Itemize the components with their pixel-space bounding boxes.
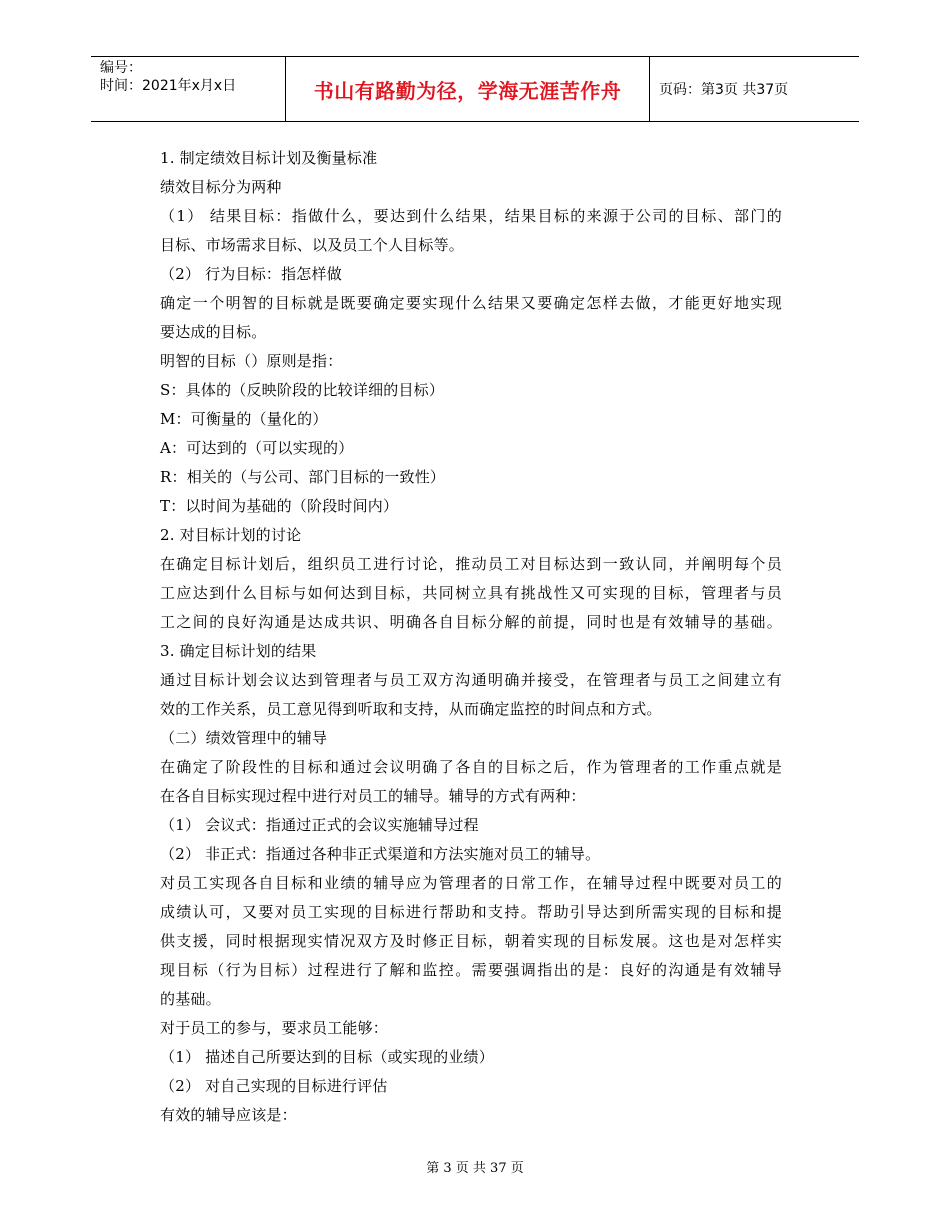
body-line: 工应达到什么目标与如何达到目标，共同树立具有挑战性又可实现的目标，管理者与员 xyxy=(160,584,782,602)
body-line: （二）绩效管理中的辅导 xyxy=(160,729,328,747)
body-line: 对员工实现各自目标和业绩的辅导应为管理者的日常工作，在辅导过程中既要对员工的 xyxy=(160,874,782,892)
body-line: 绩效目标分为两种 xyxy=(160,178,282,196)
body-line: 通过目标计划会议达到管理者与员工双方沟通明确并接受，在管理者与员工之间建立有 xyxy=(160,671,782,689)
body-line: A：可达到的（可以实现的） xyxy=(160,439,354,457)
document-time-label: 时间：2021年x月x日 xyxy=(100,78,237,94)
header-page-cell xyxy=(650,57,859,121)
document-body xyxy=(160,144,782,1130)
body-line: 3. 确定目标计划的结果 xyxy=(160,642,317,660)
body-line: 2. 对目标计划的讨论 xyxy=(160,526,302,544)
body-line: （1） 结果目标：指做什么，要达到什么结果，结果目标的来源于公司的目标、部门的 xyxy=(160,207,782,225)
body-line: M：可衡量的（量化的） xyxy=(160,410,328,428)
body-line: 明智的目标（）原则是指： xyxy=(160,352,343,370)
body-line: R：相关的（与公司、部门目标的一致性） xyxy=(160,468,446,486)
body-line: 现目标（行为目标）过程进行了解和监控。需要强调指出的是：良好的沟通是有效辅导 xyxy=(160,961,782,979)
header-motto-cell xyxy=(286,57,650,121)
document-number-label: 编号： xyxy=(100,60,142,76)
body-line: 1. 制定绩效目标计划及衡量标准 xyxy=(160,149,378,167)
body-line: 目标、市场需求目标、以及员工个人目标等。 xyxy=(160,236,465,254)
body-line: （2） 对自己实现的目标进行评估 xyxy=(160,1077,388,1095)
body-line: T：以时间为基础的（阶段时间内） xyxy=(160,497,399,515)
body-line: 有效的辅导应该是： xyxy=(160,1106,297,1124)
body-line: 要达成的目标。 xyxy=(160,323,267,341)
body-line: 的基础。 xyxy=(160,990,221,1008)
header-page-number: 页码：第3页 共37页 xyxy=(659,82,789,98)
body-line: 确定一个明智的目标就是既要确定要实现什么结果又要确定怎样去做，才能更好地实现 xyxy=(160,294,782,312)
header-motto: 书山有路勤为径，学海无涯苦作舟 xyxy=(313,78,622,103)
body-line: 供支援，同时根据现实情况双方及时修正目标，朝着实现的目标发展。这也是对怎样实 xyxy=(160,932,782,950)
header-meta xyxy=(91,57,286,121)
body-line: 工之间的良好沟通是达成共识、明确各自目标分解的前提，同时也是有效辅导的基础。 xyxy=(160,613,782,631)
body-line: （2） 非正式：指通过各种非正式渠道和方法实施对员工的辅导。 xyxy=(160,845,601,863)
body-line: 成绩认可，又要对员工实现的目标进行帮助和支持。帮助引导达到所需实现的目标和提 xyxy=(160,903,782,921)
body-line: 在各自目标实现过程中进行对员工的辅导。辅导的方式有两种： xyxy=(160,787,586,805)
page-header xyxy=(91,56,859,122)
body-line: 在确定了阶段性的目标和通过会议明确了各自的目标之后，作为管理者的工作重点就是 xyxy=(160,758,782,776)
body-line: （1） 描述自己所要达到的目标（或实现的业绩） xyxy=(160,1048,494,1066)
page-footer xyxy=(0,1157,950,1176)
body-line: S：具体的（反映阶段的比较详细的目标） xyxy=(160,381,445,399)
body-line: （2） 行为目标：指怎样做 xyxy=(160,265,342,283)
body-line: 对于员工的参与，要求员工能够： xyxy=(160,1019,389,1037)
body-line: 在确定目标计划后，组织员工进行讨论，推动员工对目标达到一致认同，并阐明每个员 xyxy=(160,555,782,573)
footer-page-number: 第 3 页 共 37 页 xyxy=(426,1161,524,1176)
body-line: （1） 会议式：指通过正式的会议实施辅导过程 xyxy=(160,816,479,834)
body-line: 效的工作关系，员工意见得到听取和支持，从而确定监控的时间点和方式。 xyxy=(160,700,662,718)
